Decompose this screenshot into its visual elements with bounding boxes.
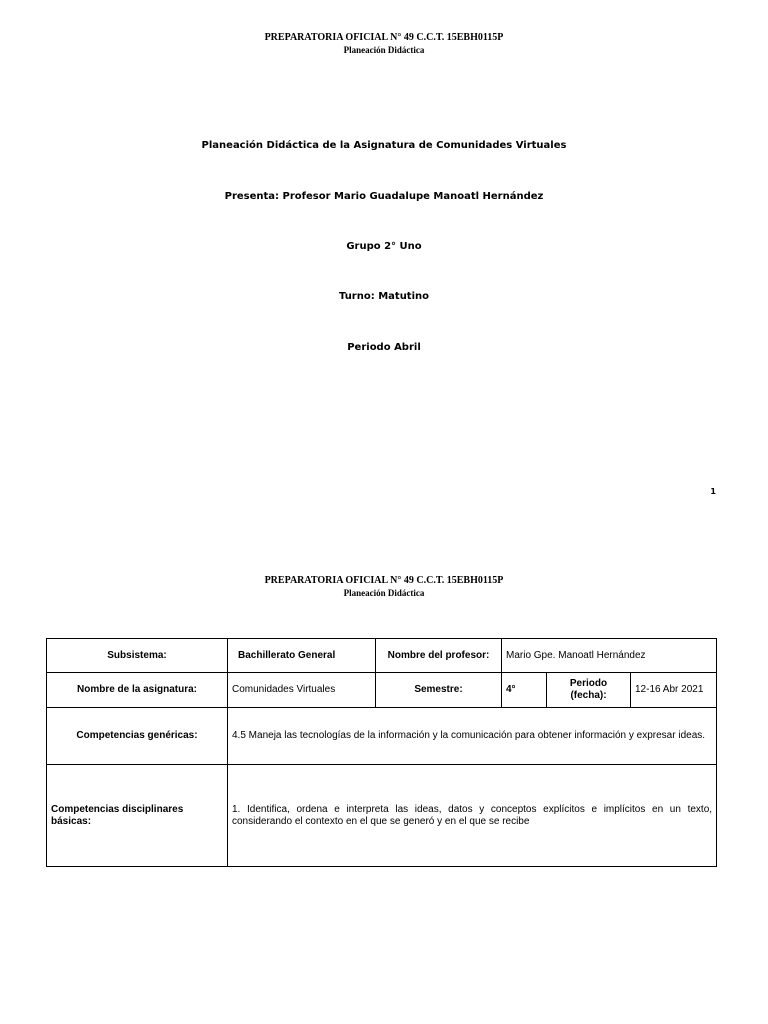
page-number: 1 — [710, 487, 716, 496]
asignatura-label: Nombre de la asignatura: — [47, 673, 228, 708]
periodo-label-line1: Periodo — [569, 678, 608, 689]
cover-title: Planeación Didáctica de la Asignatura de Comunidades Virtuales — [201, 140, 567, 151]
periodo-label-line2: (fecha): — [570, 690, 607, 701]
periodo-value: 12-16 Abr 2021 — [631, 673, 717, 708]
competencias-genericas-value: 4.5 Maneja las tecnologías de la información y la comunicación para obtener información y expresar ideas. — [228, 708, 717, 765]
page-header — [0, 574, 768, 600]
table-row — [47, 639, 717, 673]
competencias-genericas-label: Competencias genéricas: — [47, 708, 228, 765]
profesor-label: Nombre del profesor: — [376, 639, 502, 673]
school-name: PREPARATORIA OFICIAL N° 49 C.C.T. 15EBH0115P — [264, 575, 504, 586]
semestre-label: Semestre: — [376, 673, 502, 708]
table-row — [47, 673, 717, 708]
cover-shift: Turno: Matutino — [338, 291, 430, 302]
asignatura-value: Comunidades Virtuales — [228, 673, 376, 708]
cover-group: Grupo 2° Uno — [346, 241, 422, 252]
subsistema-value: Bachillerato General — [228, 639, 376, 673]
competencias-disciplinares-label: Competencias disciplinares básicas: — [47, 765, 228, 867]
table-row — [47, 708, 717, 765]
semestre-value: 4° — [502, 673, 547, 708]
competencias-disciplinares-value: 1. Identifica, ordena e interpreta las ideas, datos y conceptos explícitos e implícitos en un texto, considerando el contexto en el que se generó y en el que se recibe — [228, 765, 717, 867]
profesor-value: Mario Gpe. Manoatl Hernández — [502, 639, 717, 673]
planning-table — [46, 638, 717, 867]
periodo-label — [547, 673, 631, 708]
table-row — [47, 765, 717, 867]
cover-presenter: Presenta: Profesor Mario Guadalupe Manoatl Hernández — [224, 191, 544, 202]
subsistema-label: Subsistema: — [47, 639, 228, 673]
page-2 — [0, 530, 768, 1024]
document-type: Planeación Didáctica — [343, 45, 425, 55]
page-header — [0, 31, 768, 57]
cover-period: Periodo Abril — [347, 342, 421, 353]
school-name: PREPARATORIA OFICIAL N° 49 C.C.T. 15EBH0115P — [264, 32, 504, 43]
document-type: Planeación Didáctica — [343, 588, 425, 598]
